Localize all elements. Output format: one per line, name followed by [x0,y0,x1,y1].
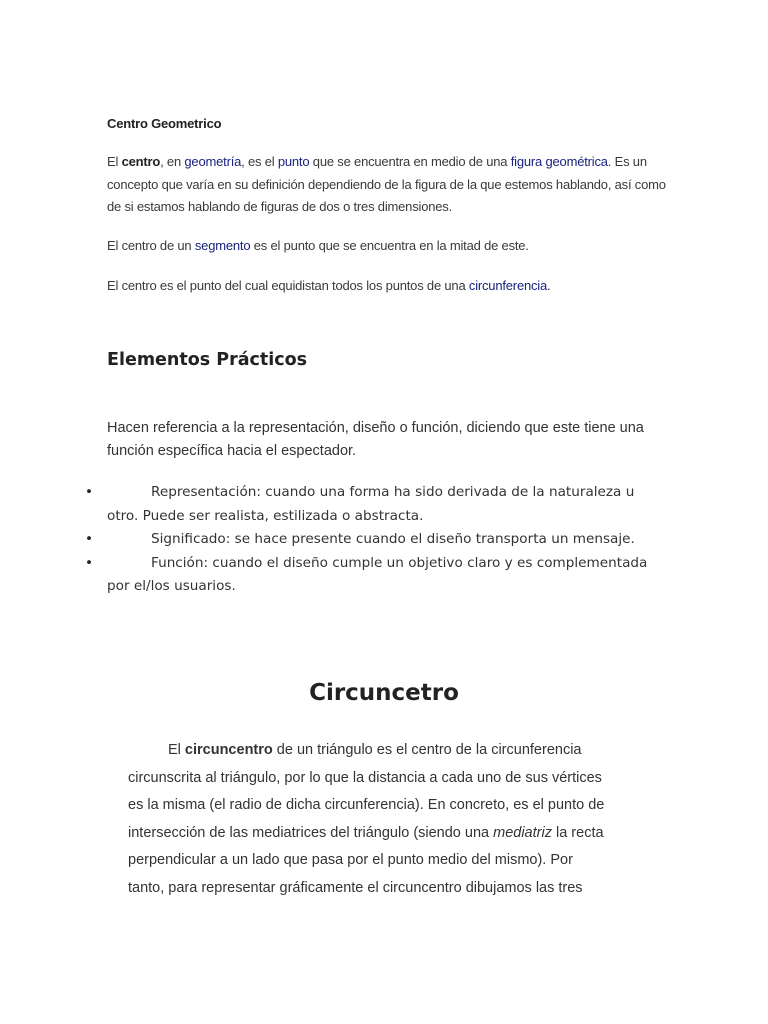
link-figura-geometrica[interactable]: figura geométrica [510,154,608,169]
text-fragment: que se encuentra en medio de una [309,154,511,169]
text-fragment: , en [160,154,185,169]
text-fragment: El [168,742,185,758]
section-title-elementos-practicos: Elementos Prácticos [107,350,308,370]
text-fragment: . Es un concepto que varía en su definición dependiendo de la figura de la que estemos hablando, así como de si estamos hablando de figuras de dos o tres dimensiones. [107,154,666,214]
text-fragment: El centro es el punto del cual equidistan todos los puntos de una [107,278,469,293]
paragraph-elementos-intro: Hacen referencia a la representación, diseño o función, diciendo que este tiene una función específica hacia el espectador. [107,420,644,459]
link-segmento[interactable]: segmento [194,238,251,253]
text-fragment: El [107,154,122,169]
list-item-text: Función: cuando el diseño cumple un objetivo claro y es complementada por el/los usuarios. [107,554,648,594]
italic-term-mediatriz: mediatriz [493,824,552,841]
link-punto[interactable]: punto [277,154,310,169]
list-item-significado [85,528,667,552]
text-line: circunscrita al triángulo, por lo que la distancia a cada uno de sus vértices [128,769,602,786]
bullet-icon: • [85,484,94,500]
paragraph-centro-definition [107,151,667,219]
paragraph-centro-segmento [107,235,667,258]
text-fragment: de un triángulo es el centro de la circunferencia [272,742,582,758]
list-item-text: Significado: se hace presente cuando el diseño transporta un mensaje. [151,531,635,547]
bold-term-centro: centro [121,154,161,169]
list-item-text: Representación: cuando una forma ha sido derivada de la naturaleza u otro. Puede ser realista, estilizada o abstracta. [107,484,635,524]
text-fragment: la recta [551,824,604,841]
text-line: es la misma (el radio de dicha circunferencia). En concreto, es el punto de [128,797,605,813]
bold-term-circuncentro: circuncentro [184,742,273,758]
list-item-funcion [85,552,667,599]
link-circunferencia[interactable]: circunferencia [468,278,548,293]
text-line [128,820,628,848]
text-fragment: intersección de las mediatrices del triángulo (siendo una [128,824,494,841]
bullet-icon: • [85,531,94,547]
section-title-centro-geometrico: Centro Geometrico [107,116,222,131]
text-line [128,737,628,765]
text-fragment: es el punto que se encuentra en la mitad de este. [250,238,529,253]
link-geometria[interactable]: geometría [184,154,242,169]
text-fragment: , es el [241,154,278,169]
paragraph-circuncentro [128,737,628,902]
text-line: tanto, para representar gráficamente el circuncentro dibujamos las tres [128,879,583,896]
section-title-circuncentro: Circuncetro [309,680,459,706]
list-item-representacion [85,481,667,528]
text-fragment: El centro de un [107,238,195,253]
text-line: perpendicular a un lado que pasa por el punto medio del mismo). Por [128,852,573,868]
bullet-icon: • [85,554,94,571]
text-fragment: . [547,278,551,293]
bullet-list-elementos [85,481,667,599]
paragraph-centro-circunferencia [107,275,667,298]
